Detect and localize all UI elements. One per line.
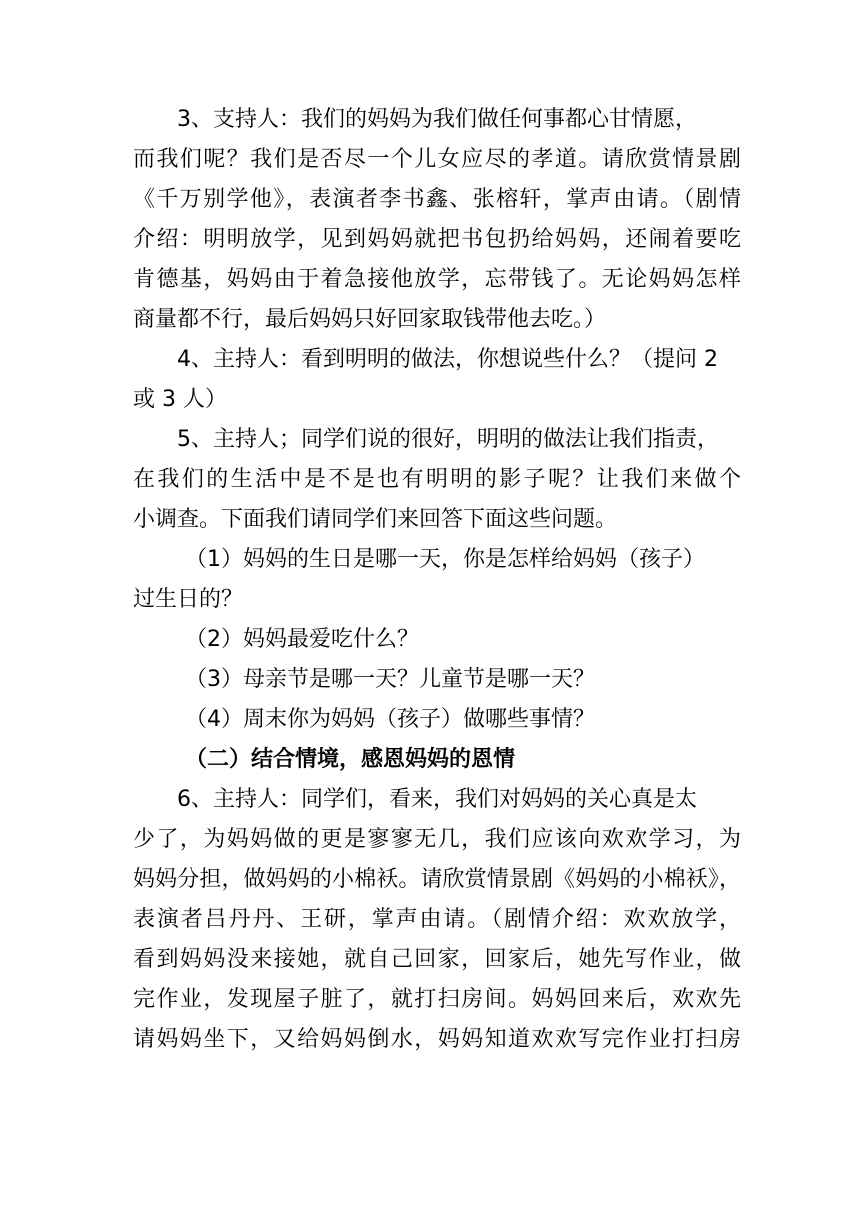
paragraph-6-line-2: 少了，为妈妈做的更是寥寥无几，我们应该向欢欢学习，为 [133, 827, 741, 852]
paragraph-5-line-2: 在我们的生活中是不是也有明明的影子呢？让我们来做个 [133, 467, 741, 492]
section-heading: （二）结合情境，感恩妈妈的恩情 [185, 747, 516, 772]
paragraph-6-line-1: 6、主持人：同学们，看来，我们对妈妈的关心真是太 [177, 787, 697, 812]
paragraph-5-line-3: 小调查。下面我们请同学们来回答下面这些问题。 [133, 507, 618, 532]
paragraph-3-line-2: 而我们呢？我们是否尽一个儿女应尽的孝道。请欣赏情景剧 [133, 147, 741, 172]
paragraph-3-line-4: 介绍：明明放学，见到妈妈就把书包扔给妈妈，还闹着要吃 [133, 227, 741, 252]
paragraph-6-line-4: 表演者吕丹丹、王研，掌声由请。（剧情介绍：欢欢放学， [133, 907, 741, 932]
paragraph-6-line-5: 看到妈妈没来接她，就自己回家，回家后，她先写作业，做 [133, 947, 741, 972]
question-1-line-1: （1）妈妈的生日是哪一天，你是怎样给妈妈（孩子） [185, 547, 705, 572]
question-4: （4）周末你为妈妈（孩子）做哪些事情？ [185, 707, 595, 732]
paragraph-6-line-7: 请妈妈坐下，又给妈妈倒水，妈妈知道欢欢写完作业打扫房 [133, 1027, 741, 1052]
paragraph-4-line-1: 4、主持人：看到明明的做法，你想说些什么？（提问 2 [177, 347, 718, 372]
paragraph-3-line-6: 商量都不行，最后妈妈只好回家取钱带他去吃。） [133, 307, 607, 332]
question-2: （2）妈妈最爱吃什么？ [185, 627, 419, 652]
paragraph-3-line-3: 《千万别学他》，表演者李书鑫、张榕轩，掌声由请。（剧情 [133, 187, 741, 212]
document-body [133, 108, 741, 1068]
paragraph-3-line-5: 肯德基，妈妈由于着急接他放学，忘带钱了。无论妈妈怎样 [133, 267, 741, 292]
paragraph-3-line-1: 3、支持人：我们的妈妈为我们做任何事都心甘情愿， [177, 107, 697, 132]
paragraph-6-line-6: 完作业，发现屋子脏了，就打扫房间。妈妈回来后，欢欢先 [133, 987, 741, 1012]
question-1-line-2: 过生日的？ [133, 587, 244, 612]
paragraph-5-line-1: 5、主持人；同学们说的很好，明明的做法让我们指责， [177, 427, 719, 452]
paragraph-6-line-3: 妈妈分担，做妈妈的小棉袄。请欣赏情景剧《妈妈的小棉袄》， [133, 867, 741, 892]
paragraph-4-line-2: 或 3 人） [133, 387, 227, 412]
question-3: （3）母亲节是哪一天？儿童节是哪一天？ [185, 667, 595, 692]
